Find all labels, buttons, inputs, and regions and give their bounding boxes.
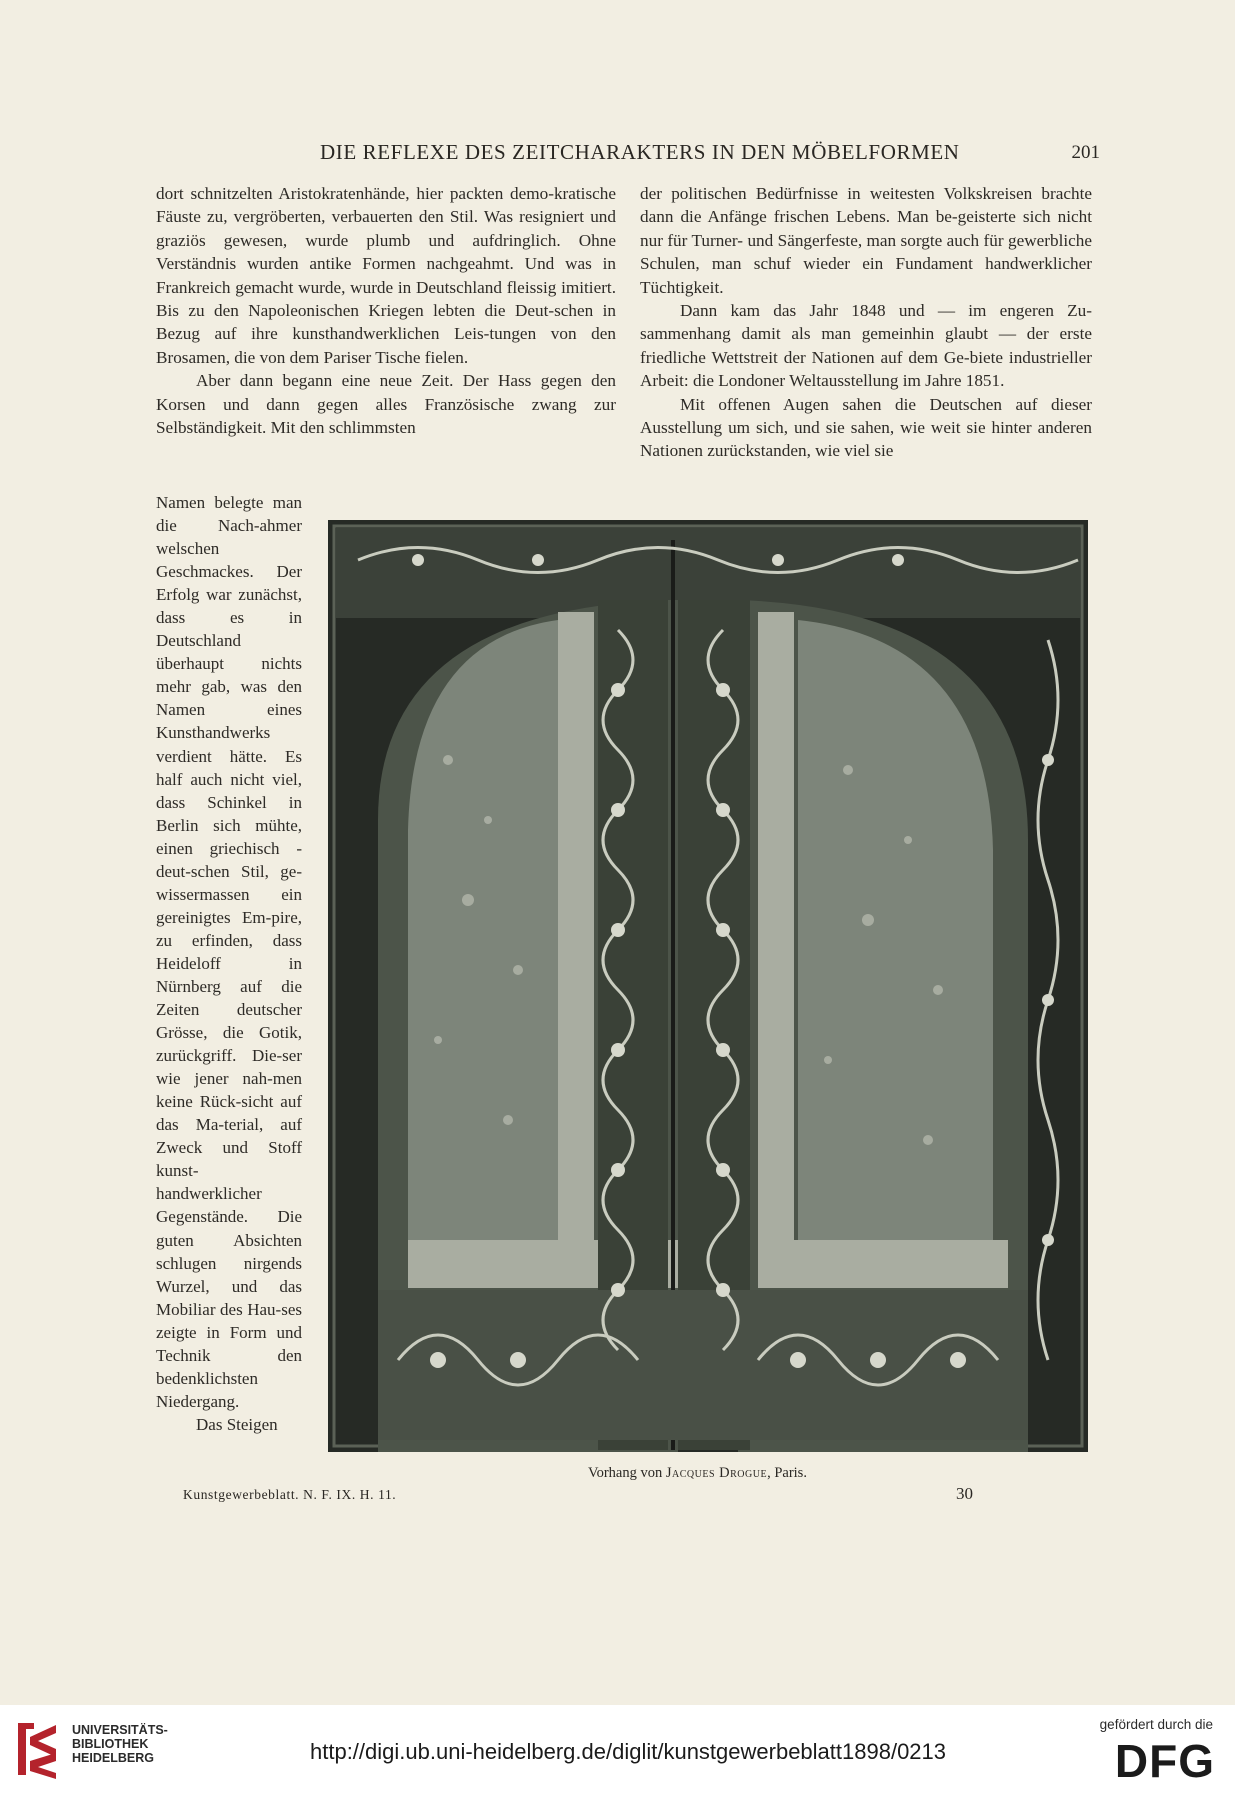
left-column-narrow bbox=[156, 491, 302, 1436]
paragraph: Namen belegte man die Nach-ahmer welschen Geschmackes. Der Erfolg war zunächst, dass es in Deutschland überhaupt nichts mehr gab, was den Namen eines Kunsthandwerks verdient hätte. Es half auch nicht viel, dass Schinkel in Berlin sich mühte, einen griechisch - deut-schen Stil, ge-wissermassen ein gereinigtes Em-pire, zu erfinden, dass Heideloff in Nürnberg auf die Zeiten deutscher Grösse, die Gotik, zurückgriff. Die-ser wie jener nah-men keine Rück-sicht auf das Ma-terial, auf Zweck und Stoff kunst-handwerklicher Gegenstände. Die guten Absichten schlugen nirgends Wurzel, und das Mobiliar des Hau-ses zeigte in Form und Technik den bedenklichsten Niedergang. bbox=[156, 493, 302, 1411]
sheet-signature: 30 bbox=[956, 1484, 973, 1503]
page-number: 201 bbox=[1071, 142, 1100, 163]
left-column-top bbox=[156, 182, 616, 439]
university-library-logo-icon bbox=[12, 1717, 62, 1781]
journal-footer: Kunstgewerbeblatt. N. F. IX. H. 11. bbox=[183, 1487, 397, 1502]
caption-suffix: , Paris. bbox=[767, 1465, 807, 1481]
caption-artist: Jacques Drogue bbox=[665, 1465, 768, 1481]
paragraph: Dann kam das Jahr 1848 und — im engeren Zu-sammenhang damit als man gemeinhin glaubt — der erste friedliche Wettstreit der Nationen auf dem Ge-biete industrieller Arbeit: die Londoner Weltausstellung im Jahre 1851. bbox=[640, 301, 1092, 391]
funder-label: gefördert durch die bbox=[1099, 1717, 1213, 1732]
running-head bbox=[150, 140, 1100, 166]
caption-prefix: Vorhang von bbox=[588, 1465, 663, 1481]
library-line-3: HEIDELBERG bbox=[72, 1751, 154, 1765]
dfg-logo: DFG bbox=[1114, 1735, 1215, 1787]
digitization-band bbox=[0, 1705, 1235, 1795]
library-line-2: BIBLIOTHEK bbox=[72, 1737, 149, 1751]
library-name bbox=[72, 1723, 168, 1765]
right-column-top bbox=[640, 182, 1092, 463]
paragraph: Aber dann begann eine neue Zeit. Der Hass gegen den Korsen und dann gegen alles Französische zwang zur Selbständigkeit. Mit den schlimmsten bbox=[156, 371, 616, 438]
page-title: DIE REFLEXE DES ZEITCHARAKTERS IN DEN MÖBELFORMEN bbox=[320, 140, 960, 164]
permalink-url[interactable]: http://digi.ub.uni-heidelberg.de/diglit/kunstgewerbeblatt1898/0213 bbox=[310, 1739, 947, 1764]
paragraph: der politischen Bedürfnisse in weitesten Volkskreisen brachte dann die Anfänge frischen Lebens. Man be-geisterte sich nicht nur für Turner- und Sängerfeste, man sorgte auch für gewerbliche Schulen, man schuf wieder ein Fundament handwerklicher Tüchtigkeit. bbox=[640, 184, 1092, 297]
figure-caption bbox=[588, 1465, 807, 1482]
library-line-1: UNIVERSITÄTS- bbox=[72, 1723, 168, 1737]
paragraph: Das Steigen bbox=[196, 1414, 278, 1434]
paragraph: Mit offenen Augen sahen die Deutschen auf dieser Ausstellung um sich, und sie sahen, wie weit sie hinter anderen Nationen zurückstanden, wie viel sie bbox=[640, 394, 1092, 461]
curtain-drawing bbox=[328, 520, 1088, 1452]
paragraph: dort schnitzelten Aristokratenhände, hier packten demo-kratische Fäuste zu, vergröberten, verbauerten den Stil. Was resigniert und graziös gewesen, wurde plumb und aufdringlich. Ohne Verständnis wurden antike Formen nachgeahmt. Und was in Frankreich gemacht wurde, wurde in Deutschland fleissig imitiert. Bis zu den Napoleonischen Kriegen lebten die Deut-schen in Bezug auf ihre kunsthandwerklichen Leis-tungen von den Brosamen, die von dem Pariser Tische fielen. bbox=[156, 184, 616, 367]
curtain-illustration bbox=[328, 520, 1088, 1452]
